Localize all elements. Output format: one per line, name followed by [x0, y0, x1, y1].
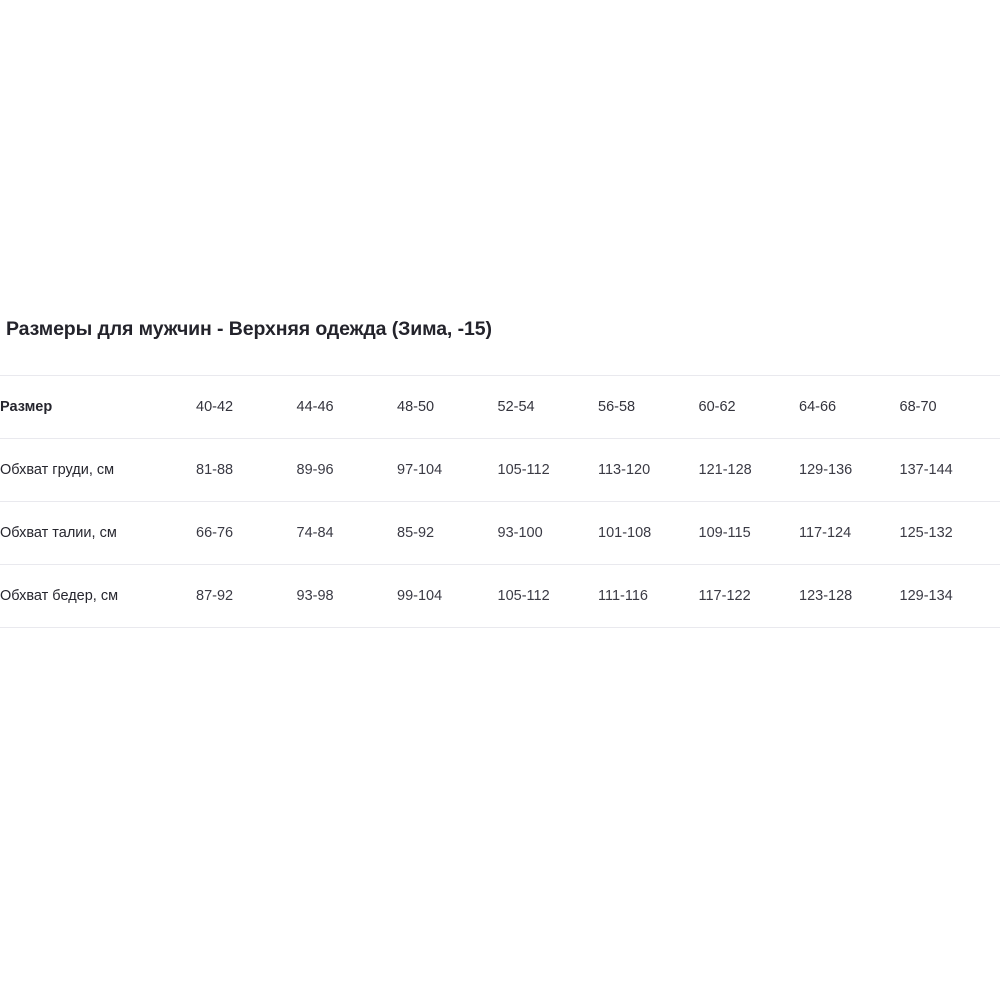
table-cell: 129-136	[799, 439, 900, 502]
column-header-value: 48-50	[397, 376, 498, 439]
table-cell: 121-128	[699, 439, 800, 502]
table-cell: 93-100	[498, 502, 599, 565]
column-header-value: 40-42	[196, 376, 297, 439]
table-cell: 111-116	[598, 565, 699, 628]
size-chart-block	[0, 318, 1000, 628]
table-cell: 93-98	[297, 565, 398, 628]
table-cell: 87-92	[196, 565, 297, 628]
table-cell: 113-120	[598, 439, 699, 502]
page-title: Размеры для мужчин - Верхняя одежда (Зима, -15)	[6, 318, 492, 340]
column-header-value: 56-58	[598, 376, 699, 439]
table-cell: 123-128	[799, 565, 900, 628]
table-cell: 109-115	[699, 502, 800, 565]
table-cell: 66-76	[196, 502, 297, 565]
table-cell: 74-84	[297, 502, 398, 565]
row-label: Обхват талии, см	[0, 502, 196, 565]
table-row-header	[0, 376, 1000, 439]
table-cell: 129-134	[900, 565, 1000, 628]
table-cell: 117-124	[799, 502, 900, 565]
column-header-size: Размер	[0, 376, 196, 439]
table-cell: 99-104	[397, 565, 498, 628]
table-row	[0, 565, 1000, 628]
table-cell: 125-132	[900, 502, 1000, 565]
table-cell: 117-122	[699, 565, 800, 628]
table-cell: 137-144	[900, 439, 1000, 502]
row-label: Обхват бедер, см	[0, 565, 196, 628]
table-cell: 97-104	[397, 439, 498, 502]
row-label: Обхват груди, см	[0, 439, 196, 502]
table-cell: 105-112	[498, 565, 599, 628]
column-header-value: 60-62	[699, 376, 800, 439]
size-table	[0, 375, 1000, 628]
column-header-value: 68-70	[900, 376, 1000, 439]
table-cell: 89-96	[297, 439, 398, 502]
table-cell: 85-92	[397, 502, 498, 565]
column-header-value: 52-54	[498, 376, 599, 439]
column-header-value: 64-66	[799, 376, 900, 439]
table-cell: 81-88	[196, 439, 297, 502]
table-cell: 101-108	[598, 502, 699, 565]
table-row	[0, 502, 1000, 565]
table-row	[0, 439, 1000, 502]
table-cell: 105-112	[498, 439, 599, 502]
column-header-value: 44-46	[297, 376, 398, 439]
